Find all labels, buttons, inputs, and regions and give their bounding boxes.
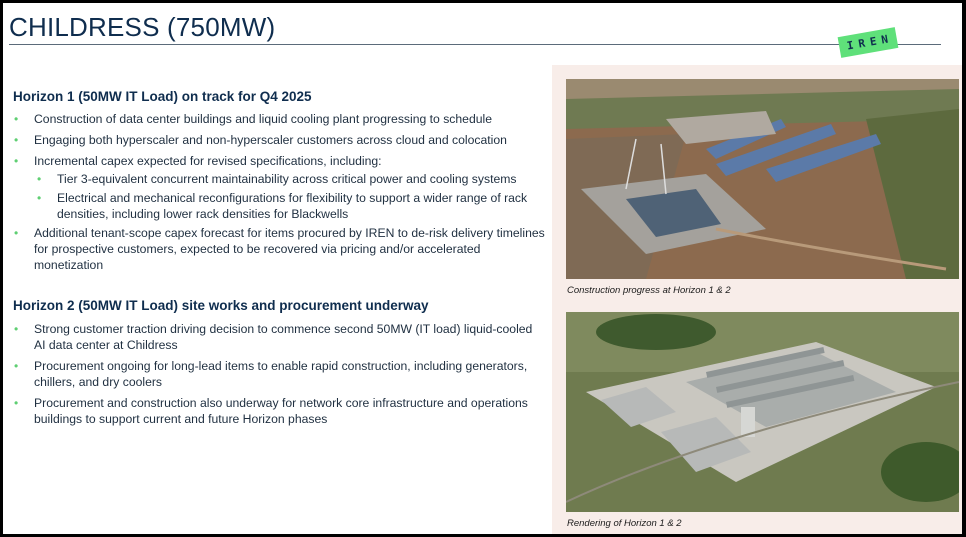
section2-bullet: • Procurement ongoing for long-lead items to enable rapid construction, including generators, chillers, and dry coolers xyxy=(34,358,546,390)
section1-heading: Horizon 1 (50MW IT Load) on track for Q4 2025 xyxy=(13,89,312,104)
construction-photo xyxy=(566,79,959,279)
iren-logo xyxy=(838,27,899,58)
section1-sub-bullet: • Tier 3-equivalent concurrent maintainability across critical power and cooling systems xyxy=(57,171,547,187)
section1-bullet: • Construction of data center buildings and liquid cooling plant progressing to schedule xyxy=(34,111,546,127)
section1-sub-bullet: • Electrical and mechanical reconfigurations for flexibility to support a wider range of rack densities, including lower rack densities for Blackwells xyxy=(57,190,547,222)
rendering-image xyxy=(566,312,959,512)
slide xyxy=(3,3,962,534)
rendering-photo xyxy=(566,312,959,512)
rendering-caption: Rendering of Horizon 1 & 2 xyxy=(567,518,682,529)
section2-heading: Horizon 2 (50MW IT Load) site works and procurement underway xyxy=(13,298,429,313)
section2-bullet: • Procurement and construction also underway for network core infrastructure and operations buildings to support current and future Horizon phases xyxy=(34,395,546,427)
title-divider xyxy=(9,44,941,45)
logo-text: IREN xyxy=(845,31,894,53)
page-title: CHILDRESS (750MW) xyxy=(9,12,276,42)
section1-bullet: • Engaging both hyperscaler and non-hyperscaler customers across cloud and colocation xyxy=(34,132,546,148)
section1-bullet: • Incremental capex expected for revised specifications, including: xyxy=(34,153,546,169)
construction-caption: Construction progress at Horizon 1 & 2 xyxy=(567,285,731,296)
section2-bullet: • Strong customer traction driving decision to commence second 50MW (IT load) liquid-cooled AI data center at Childress xyxy=(34,321,546,353)
section1-bullet: • Additional tenant-scope capex forecast for items procured by IREN to de-risk delivery timelines for prospective customers, expected to be recovered via pricing and/or accelerated monetization xyxy=(34,225,546,273)
construction-aerial-image xyxy=(566,79,959,279)
